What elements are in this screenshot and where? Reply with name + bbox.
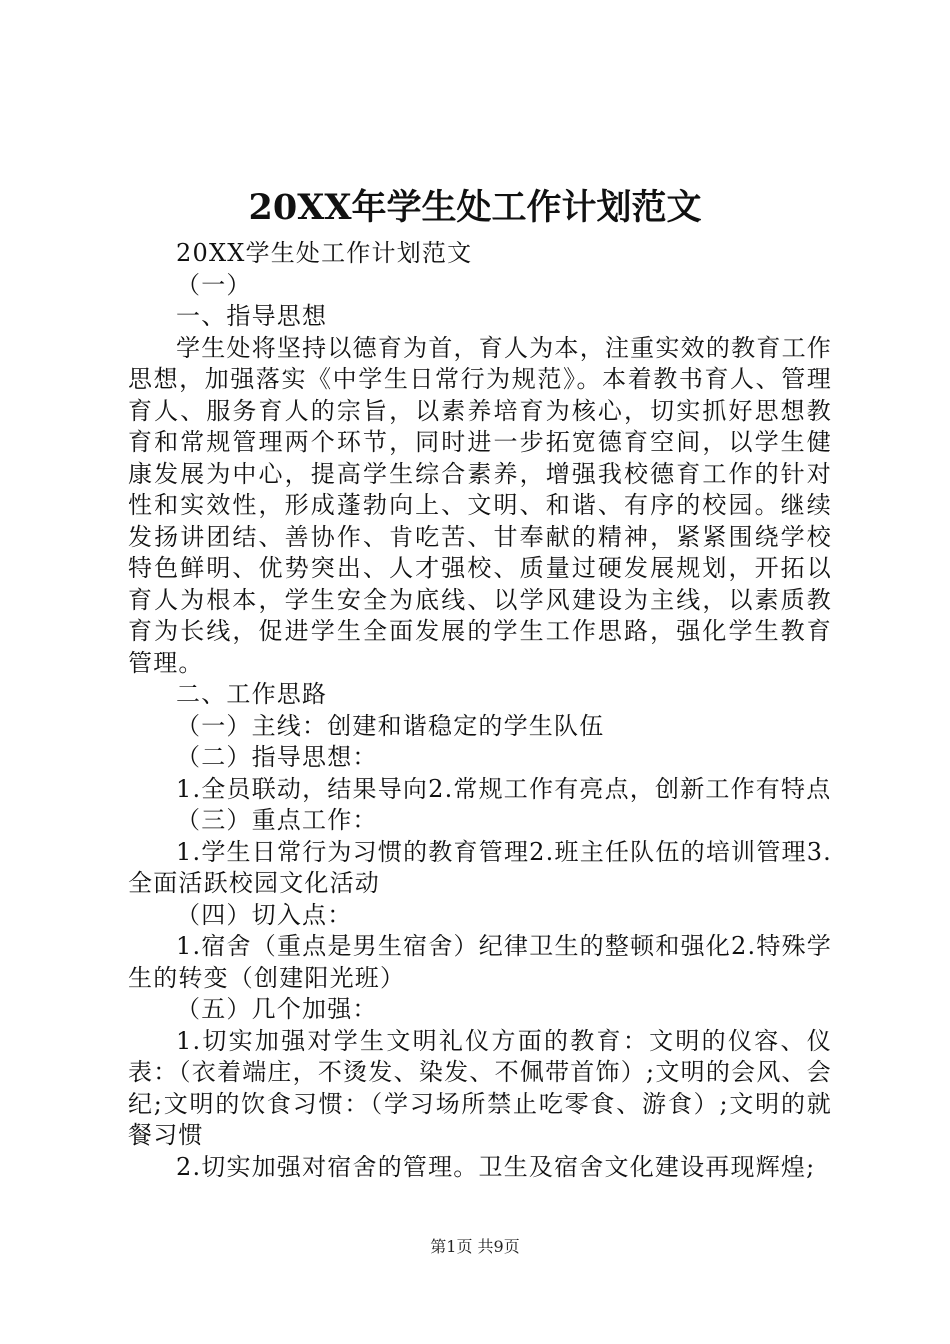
document-body (128, 238, 832, 1183)
document-title: 20XX年学生处工作计划范文 (248, 187, 702, 228)
paragraph-key-work: （三）重点工作： (176, 806, 378, 834)
paragraph-guiding-thought: （二）指导思想： (176, 743, 378, 771)
paragraph-main-line: （一）主线：创建和谐稳定的学生队伍 (176, 711, 605, 740)
paragraph-key-work-items: 1.学生日常行为习惯的教育管理2.班主任队伍的培训管理3.全面活跃校园文化活动 (128, 837, 832, 897)
page-footer: 第1页 共9页 (430, 1237, 520, 1256)
heading-guiding-ideology: 一、指导思想 (176, 302, 328, 330)
paragraph-entry-point-items: 1.宿舍（重点是男生宿舍）纪律卫生的整顿和强化2.特殊学生的转变（创建阳光班） (128, 932, 832, 992)
paragraph-subtitle: 20XX学生处工作计划范文 (176, 239, 473, 267)
paragraph-guiding-ideology: 学生处将坚持以德育为首，育人为本，注重实效的教育工作思想，加强落实《中学生日常行为规范》。本着教书育人、管理育人、服务育人的宗旨，以素养培育为核心，切实抓好思想教育和常规管理两个环节，同时进一步拓宽德育空间，以学生健康发展为中心，提高学生综合素养，增强我校德育工作的针对性和实效性，形成蓬勃向上、文明、和谐、有序的校园。继续发扬讲团结、善协作、肯吃苦、甘奉献的精神，紧紧围绕学校特色鲜明、优势突出、人才强校、质量过硬发展规划，开拓以育人为根本，学生安全为底线、以学风建设为主线，以素质教育为长线，促进学生全面发展的学生工作思路，强化学生教育管理。 (128, 333, 832, 677)
paragraph-strengthen-item-1: 1.切实加强对学生文明礼仪方面的教育：文明的仪容、仪表：（衣着端庄，不烫发、染发、不佩带首饰）;文明的会风、会纪;文明的饮食习惯：（学习场所禁止吃零食、游食）;文明的就餐习惯 (128, 1026, 832, 1149)
paragraph-strengthen-item-2: 2.切实加强对宿舍的管理。卫生及宿舍文化建设再现辉煌; (176, 1152, 816, 1181)
heading-work-approach: 二、工作思路 (176, 680, 328, 708)
paragraph-section-marker: （一） (176, 270, 252, 299)
paragraph-entry-point: （四）切入点： (176, 900, 353, 929)
paragraph-strengthen: （五）几个加强： (176, 995, 378, 1023)
paragraph-guiding-thought-items: 1.全员联动，结果导向2.常规工作有亮点，创新工作有特点 (176, 774, 832, 803)
